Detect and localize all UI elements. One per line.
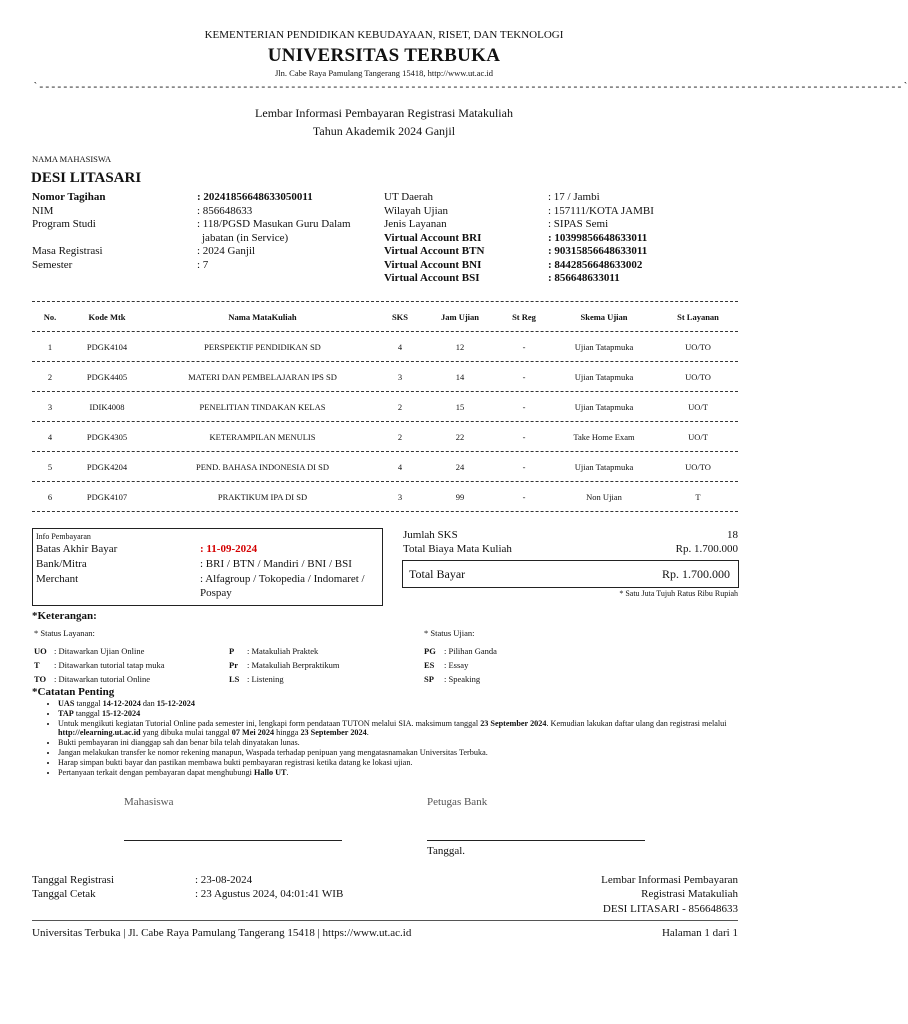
university-address: Jln. Cabe Raya Pamulang Tangerang 15418, http://www.ut.ac.id <box>274 68 493 78</box>
info-row-va-btn: Virtual Account BTN : 90315856648633011 <box>384 245 648 257</box>
cell-no: 2 <box>47 372 53 382</box>
student-name: DESI LITASARI <box>31 170 142 186</box>
cell-skema-ujian: Non Ujian <box>586 492 622 502</box>
header-streg: St Reg <box>512 312 536 322</box>
jumlah-sks-label: Jumlah SKS <box>403 529 458 541</box>
footer-divider <box>32 920 738 921</box>
ministry-heading: KEMENTERIAN PENDIDIKAN KEBUDAYAAN, RISET, DAN TEKNOLOGI <box>204 29 564 41</box>
info-row-masa-registrasi: Masa Registrasi : 2024 Ganjil <box>32 245 256 257</box>
cell-nama: PEND. BAHASA INDONESIA DI SD <box>196 462 329 472</box>
legend-sp: SP : Speaking <box>424 674 481 684</box>
cell-sks: 4 <box>397 462 403 472</box>
layanan-legend-2 <box>229 644 340 686</box>
total-bayar-label: Total Bayar <box>409 567 466 581</box>
cell-jam-ujian: 14 <box>455 372 465 382</box>
cell-nama: PERSPEKTIF PENDIDIKAN SD <box>204 342 321 352</box>
footer-right-3: DESI LITASARI - 856648633 <box>602 903 738 915</box>
cell-st-layanan: UO/TO <box>685 342 711 352</box>
cell-no: 3 <box>47 402 53 412</box>
page-number: Halaman 1 dari 1 <box>661 927 738 939</box>
note-hallo: • Pertanyaan terkait dengan pembayaran dapat menghubungi Hallo UT. <box>58 768 738 778</box>
sign-petugas-line <box>427 840 645 841</box>
cell-kode: PDGK4405 <box>86 372 128 382</box>
info-row-semester: Semester : 7 <box>32 258 209 271</box>
terbilang: * Satu Juta Tujuh Ratus Ribu Rupiah <box>619 589 738 598</box>
total-bayar-value: Rp. 1.700.000 <box>661 567 730 581</box>
cell-sks: 2 <box>397 402 403 412</box>
info-row-program-studi-cont: jabatan (in Service) <box>202 231 289 244</box>
row-divider <box>32 421 738 422</box>
cell-st-layanan: T <box>695 492 701 502</box>
cell-jam-ujian: 24 <box>455 462 465 472</box>
cell-skema-ujian: Ujian Tatapmuka <box>574 342 634 352</box>
sign-mahasiswa-label: Mahasiswa <box>124 796 174 808</box>
cell-st-reg: - <box>522 462 526 472</box>
header-layanan: St Layanan <box>677 312 719 322</box>
header-sks: SKS <box>391 312 409 322</box>
info-row-wilayah-ujian: Wilayah Ujian : 157111/KOTA JAMBI <box>384 204 654 217</box>
keterangan-title: *Keterangan: <box>32 610 97 622</box>
info-row-ut-daerah: UT Daerah : 17 / Jambi <box>384 191 600 203</box>
layanan-legend-1 <box>34 644 164 686</box>
header-divider: `------------------------------------------------------------------------------------------------------------------------------------------------` <box>32 82 908 94</box>
table-header-divider <box>32 331 738 332</box>
footer-right-2: Registrasi Matakuliah <box>641 888 738 900</box>
deadline-label: Batas Akhir Bayar <box>36 543 118 555</box>
student-name-label: NAMA MAHASISWA <box>32 154 112 164</box>
note-tuton: • Untuk mengikuti kegiatan Tutorial Online pada semester ini, lengkapi form pendataan TUTON melalui SIA. maksimum tanggal 23 September 2024. Kemudian lakukan daftar ulang dan registrasi melalui http://elearning.ut.ac.id yang dibuka mulai tanggal 07 Mei 2024 hingga 23 September 2024. <box>58 719 738 739</box>
cell-st-layanan: UO/T <box>688 402 708 412</box>
elearning-link[interactable]: http://elearning.ut.ac.id <box>58 728 141 738</box>
cell-skema-ujian: Ujian Tatapmuka <box>574 462 634 472</box>
cell-jam-ujian: 15 <box>455 402 465 412</box>
bank-value: : BRI / BTN / Mandiri / BNI / BSI <box>200 558 352 570</box>
cell-nama: PENELITIAN TINDAKAN KELAS <box>199 402 326 412</box>
status-layanan-title: * Status Layanan: <box>34 628 95 638</box>
cell-skema-ujian: Ujian Tatapmuka <box>574 372 634 382</box>
cell-kode: PDGK4107 <box>86 492 128 502</box>
note-uas: • UAS tanggal 14-12-2024 dan 15-12-2024 <box>58 699 738 709</box>
university-name: UNIVERSITAS TERBUKA <box>267 45 501 66</box>
cell-nama: MATERI DAN PEMBELAJARAN IPS SD <box>188 372 337 382</box>
legend-es: ES : Essay <box>424 660 469 670</box>
cell-kode: PDGK4104 <box>86 342 128 352</box>
cell-st-reg: - <box>522 402 526 412</box>
cell-skema-ujian: Take Home Exam <box>573 432 635 442</box>
deadline-value: : 11-09-2024 <box>200 543 258 555</box>
catatan-list <box>42 699 738 777</box>
cell-st-layanan: UO/TO <box>685 462 711 472</box>
note-transfer: • Jangan melakukan transfer ke nomor rekening manapun, Waspada terhadap penipuan yang mengatasnamakan Universitas Terbuka. <box>58 748 738 758</box>
merchant-value: : Alfagroup / Tokopedia / Indomaret / <box>200 573 365 585</box>
cell-sks: 2 <box>397 432 403 442</box>
student-info-left <box>32 191 367 272</box>
header-nama: Nama MataKuliah <box>228 312 297 322</box>
cell-nama: PRAKTIKUM IPA DI SD <box>217 492 308 502</box>
info-row-nomor-tagihan: Nomor Tagihan : 20241856648633050011 <box>32 191 313 203</box>
jumlah-sks-value: 18 <box>727 529 738 541</box>
info-row-va-bri: Virtual Account BRI : 10399856648633011 <box>384 231 648 244</box>
ujian-legend <box>424 644 497 686</box>
cell-kode: PDGK4204 <box>86 462 128 472</box>
total-biaya-label: Total Biaya Mata Kuliah <box>403 543 512 555</box>
sign-tanggal: Tanggal. <box>427 845 466 857</box>
cell-st-layanan: UO/TO <box>685 372 711 382</box>
tgl-cetak-label: Tanggal Cetak <box>32 888 96 900</box>
footer-right-1: Lembar Informasi Pembayaran <box>601 874 738 886</box>
cell-no: 6 <box>47 492 53 502</box>
cell-st-reg: - <box>522 492 526 502</box>
cell-kode: IDIK4008 <box>89 402 125 412</box>
tgl-registrasi-value: : 23-08-2024 <box>195 874 253 886</box>
merchant-label: Merchant <box>36 573 79 585</box>
student-info-right <box>384 191 654 286</box>
sign-petugas-label: Petugas Bank <box>427 796 488 808</box>
table-top-divider <box>32 301 738 302</box>
cell-skema-ujian: Ujian Tatapmuka <box>574 402 634 412</box>
note-bukti: • Bukti pembayaran ini dianggap sah dan benar bila telah dinyatakan lunas. <box>58 738 738 748</box>
cell-sks: 3 <box>397 492 403 502</box>
cell-st-layanan: UO/T <box>688 432 708 442</box>
row-divider <box>32 361 738 362</box>
header-jam: Jam Ujian <box>440 312 479 322</box>
legend-to: TO : Ditawarkan tutorial Online <box>34 674 151 684</box>
legend-pr: Pr : Matakuliah Berpraktikum <box>229 660 340 670</box>
note-tap: • TAP tanggal 15-12-2024 <box>58 709 738 719</box>
cell-no: 1 <box>47 342 53 352</box>
cell-sks: 4 <box>397 342 403 352</box>
row-divider <box>32 511 738 512</box>
cell-no: 4 <box>47 432 53 442</box>
header-skema: Skema Ujian <box>580 312 628 322</box>
cell-jam-ujian: 22 <box>455 432 465 442</box>
header-kode: Kode Mtk <box>88 312 126 322</box>
catatan-title: *Catatan Penting <box>32 686 115 698</box>
status-ujian-title: * Status Ujian: <box>424 628 475 638</box>
cell-sks: 3 <box>397 372 403 382</box>
bank-label: Bank/Mitra <box>36 558 87 570</box>
cell-kode: PDGK4305 <box>86 432 128 442</box>
cell-no: 5 <box>47 462 53 472</box>
note-simpan: • Harap simpan bukti bayar dan pastikan membawa bukti pembayaran registrasi ketika datang ke lokasi ujian. <box>58 758 738 768</box>
sign-mahasiswa-line <box>124 840 342 841</box>
info-row-program-studi: Program Studi : 118/PGSD Masukan Guru Dalam <box>32 218 351 230</box>
tgl-registrasi-label: Tanggal Registrasi <box>32 874 115 886</box>
row-divider <box>32 451 738 452</box>
cell-jam-ujian: 12 <box>455 342 465 352</box>
cell-st-reg: - <box>522 372 526 382</box>
tgl-cetak-value: : 23 Agustus 2024, 04:01:41 WIB <box>195 888 344 900</box>
legend-t: T : Ditawarkan tutorial tatap muka <box>34 660 165 670</box>
total-biaya-value: Rp. 1.700.000 <box>675 543 738 555</box>
academic-year: Tahun Akademik 2024 Ganjil <box>312 124 456 138</box>
info-row-va-bni: Virtual Account BNI : 8442856648633002 <box>384 258 643 271</box>
header-no: No. <box>43 312 57 322</box>
cell-jam-ujian: 99 <box>455 492 465 502</box>
info-row-nim: NIM : 856648633 <box>32 204 253 217</box>
legend-pg: PG : Pilihan Ganda <box>424 646 497 656</box>
cell-st-reg: - <box>522 432 526 442</box>
payment-info-title: Info Pembayaran <box>36 532 91 541</box>
legend-p: P : Matakuliah Praktek <box>229 646 319 656</box>
merchant-value-cont: Pospay <box>200 587 232 599</box>
page-footer-address: Universitas Terbuka | Jl. Cabe Raya Pamulang Tangerang 15418 | https://www.ut.ac.id <box>32 927 412 939</box>
row-divider <box>32 481 738 482</box>
legend-ls: LS : Listening <box>229 674 284 684</box>
cell-nama: KETERAMPILAN MENULIS <box>209 432 316 442</box>
legend-uo: UO : Ditawarkan Ujian Online <box>34 646 145 656</box>
info-row-va-bsi: Virtual Account BSI : 856648633011 <box>384 272 620 284</box>
cell-st-reg: - <box>522 342 526 352</box>
row-divider <box>32 391 738 392</box>
info-row-jenis-layanan: Jenis Layanan : SIPAS Semi <box>384 218 609 230</box>
document-title: Lembar Informasi Pembayaran Registrasi Matakuliah <box>255 106 513 120</box>
